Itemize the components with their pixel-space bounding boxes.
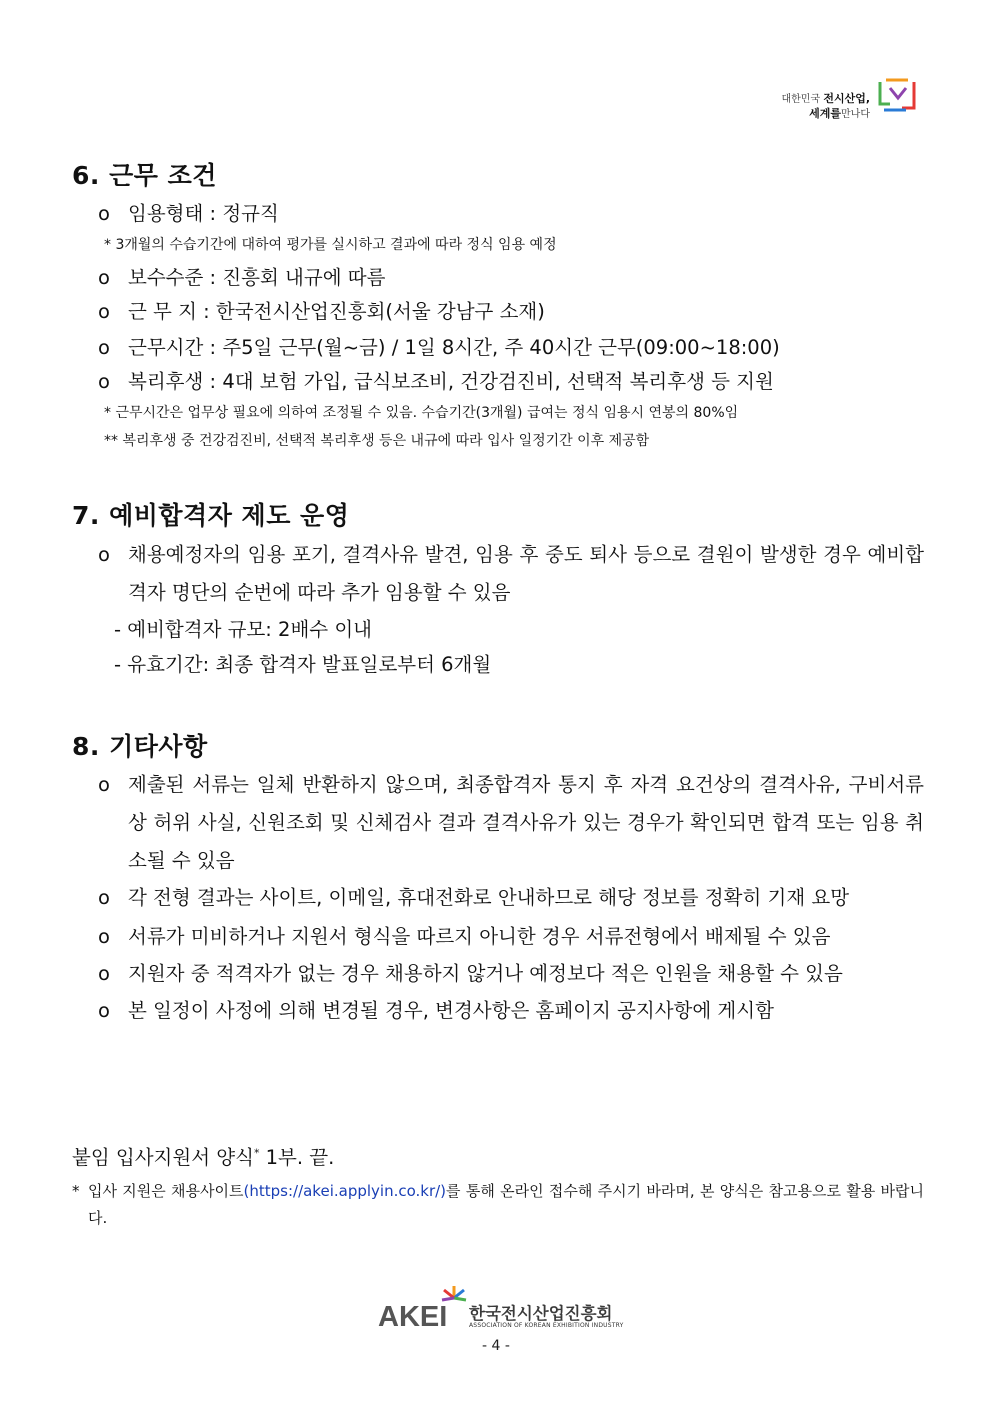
footnote-text-1: 입사 지원은 채용사이트 (88, 1182, 244, 1200)
item-text: 복리후생 : 4대 보험 가입, 급식보조비, 건강검진비, 선택적 복리후생 등 지원 (128, 370, 774, 393)
attachment-line (72, 1142, 334, 1170)
section7-dash-item-scale: - 예비합격자 규모: 2배수 이내 (114, 618, 373, 641)
item-text: 근 무 지 : 한국전시산업진흥회(서울 강남구 소재) (128, 300, 545, 323)
section6-title: 6. 근무 조건 (72, 161, 217, 190)
paragraph-text: 채용예정자의 임용 포기, 결격사유 발견, 임용 후 중도 퇴사 등으로 결원이 발생한 경우 예비합격자 명단의 순번에 따라 추가 임용할 수 있음 (128, 543, 924, 604)
note-probation: * 3개월의 수습기간에 대하여 평가를 실시하고 결과에 따라 정식 임용 예정 (104, 237, 557, 253)
bullet-icon: o (98, 336, 110, 359)
section6-item-employment-type (98, 202, 279, 226)
section7-dash-item-validity: - 유효기간: 최종 합격자 발표일로부터 6개월 (114, 653, 492, 676)
section8-item-documents (98, 925, 830, 949)
slogan-prefix: 대한민국 (781, 94, 821, 105)
paragraph-text: 제출된 서류는 일체 반환하지 않으며, 최종합격자 통지 후 자격 요건상의 결격사유, 구비서류상 허위 사실, 신원조회 및 신체검사 결과 결격사유가 있는 경우가 확인되면 합격 또는 임용 취소될 수 있음 (128, 773, 924, 872)
footnote (72, 1178, 924, 1232)
footer-logo (378, 1284, 624, 1338)
section7-paragraph (98, 536, 924, 612)
section6-item-workplace (98, 300, 545, 324)
slogan-bold-2: 세계를 (809, 107, 842, 120)
bullet-icon: o (98, 543, 110, 566)
org-name-ko: 한국전시산업진흥회 (469, 1304, 613, 1323)
bullet-icon: o (98, 370, 110, 393)
item-text: 각 전형 결과는 사이트, 이메일, 휴대전화로 안내하므로 해당 정보를 정확히 기재 요망 (128, 886, 850, 909)
item-text: 임용형태 : 정규직 (128, 202, 279, 225)
footnote-text-2: 를 통해 온라인 접수해 주시기 바라며, 본 양식은 참고용으로 활용 바랍니다. (88, 1182, 924, 1227)
slogan-bold-1: 전시산업, (823, 92, 870, 105)
section8-item-no-qualified (98, 962, 843, 986)
section8-item-schedule-change (98, 999, 774, 1023)
item-text: 서류가 미비하거나 지원서 형식을 따르지 아니한 경우 서류전형에서 배제될 수 있음 (128, 925, 831, 948)
section6-item-welfare (98, 370, 774, 394)
page-number: - 4 - (482, 1338, 510, 1354)
footnote-star: * (72, 1182, 80, 1200)
bullet-icon: o (98, 886, 110, 909)
note-welfare: ** 복리후생 중 건강검진비, 선택적 복리후생 등은 내규에 따라 입사 일정기간 이후 제공함 (104, 433, 650, 449)
header-brand (720, 78, 920, 122)
slogan-suffix: 만나다 (841, 109, 870, 120)
section8-item-results (98, 886, 849, 910)
bullet-icon: o (98, 999, 110, 1022)
section7-title: 7. 예비합격자 제도 운영 (72, 501, 350, 530)
bullet-icon: o (98, 962, 110, 985)
brand-mark-icon (876, 78, 920, 114)
attachment-star: * (253, 1146, 260, 1160)
section6-item-salary (98, 266, 385, 290)
bullet-icon: o (98, 266, 110, 289)
bullet-icon: o (98, 773, 110, 796)
bullet-icon: o (98, 925, 110, 948)
org-name-en: ASSOCIATION OF KOREAN EXHIBITION INDUSTRY (469, 1322, 624, 1329)
attachment-rest: 1부. 끝. (259, 1146, 335, 1169)
item-text: 근무시간 : 주5일 근무(월~금) / 1일 8시간, 주 40시간 근무(09:00~18:00) (128, 336, 780, 359)
note-hours: * 근무시간은 업무상 필요에 의하여 조정될 수 있음. 수습기간(3개월) 급여는 정식 임용시 연봉의 80%임 (104, 405, 739, 421)
bullet-icon: o (98, 202, 110, 225)
item-text: 본 일정이 사정에 의해 변경될 경우, 변경사항은 홈페이지 공지사항에 게시함 (128, 999, 774, 1022)
akei-logo-text: AKEI (378, 1301, 448, 1333)
attachment-label: 붙임 입사지원서 양식 (72, 1146, 254, 1169)
section6-item-hours (98, 336, 780, 360)
bullet-icon: o (98, 300, 110, 323)
brand-slogan (781, 92, 870, 122)
item-text: 보수수준 : 진흥회 내규에 따름 (128, 266, 386, 289)
item-text: 지원자 중 적격자가 없는 경우 채용하지 않거나 예정보다 적은 인원을 채용할 수 있음 (128, 962, 843, 985)
apply-site-link[interactable]: (https://akei.applyin.co.kr/) (243, 1182, 447, 1200)
section8-title: 8. 기타사항 (72, 732, 208, 761)
logo-burst-icon (440, 1284, 468, 1308)
section8-paragraph (98, 766, 924, 880)
